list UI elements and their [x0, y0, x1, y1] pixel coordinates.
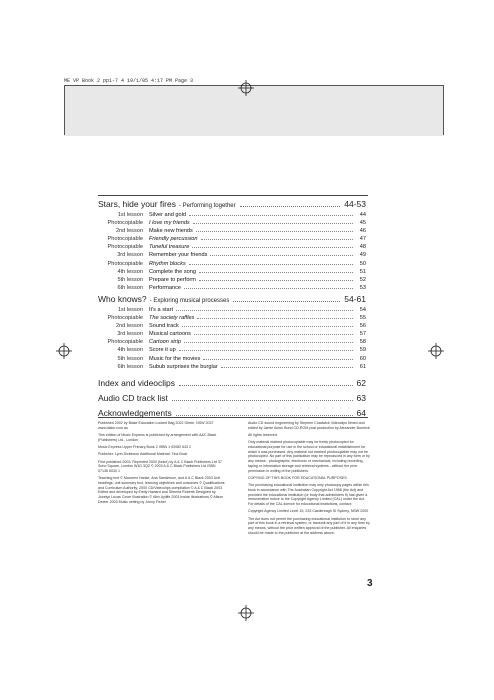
toc-extra-entry[interactable]: [98, 393, 366, 403]
entry-label: Photocopiable: [107, 260, 143, 267]
leader-dots: [210, 255, 353, 256]
entry-title: Performance: [149, 284, 182, 291]
leader-dots: [193, 223, 353, 224]
toc-entry[interactable]: [98, 363, 366, 371]
entry-label: Photocopiable: [107, 236, 143, 243]
toc-extra-entry[interactable]: [98, 378, 366, 388]
entry-label: 5th lesson: [117, 276, 143, 283]
entry-label: 4th lesson: [117, 347, 143, 354]
imprint-paragraph: The Act does not permit the purchasing educational institution to store any part of this book in a retrieval system, or transmit any part of it in any form by any means, without the prior written approval of the publisher. All enquiries should be made to the publisher at the address above.: [248, 516, 370, 535]
entry-page: 52: [359, 276, 366, 283]
section-subtitle: - Performing together: [178, 203, 236, 209]
leader-dots: [199, 272, 353, 273]
entry-title: Rhythm blocks: [149, 260, 186, 267]
entry-page: 45: [359, 220, 366, 227]
entry-page: 56: [359, 323, 366, 330]
entry-page: 47: [359, 236, 366, 243]
imprint-paragraph: Teaching text © Maureen Hanke, Ana Sanderson, and A & C Black 2003 Unit headings, unit summary text, learning objectives and outcomes © Qualifications and Curriculum Authority, 2000 CD/Videoclips compilation © A & C Black 2003 Edited and developed by Emily Haward and Sheena Roberts Designed by Jocelyn Lucas Cover illustration © Alex Ayliffe 2003 Inside illustrations © Alison Dexter 2003 Music setting by Jonny Fisher: [98, 476, 225, 504]
leader-dots: [203, 359, 353, 360]
toc-entry[interactable]: [98, 276, 366, 284]
section-pages: 44-53: [344, 199, 366, 209]
imprint-paragraph: Copyright Agency Limited Level 15, 233 Castlereagh St Sydney, NSW 2000: [248, 509, 369, 514]
leader-dots: [201, 239, 353, 240]
entry-title: Cartoon strip: [149, 339, 182, 346]
entry-page: 61: [359, 363, 366, 370]
imprint-paragraph: Audio CD sound engineering by Stephen Chadwick Videoclips filmed and edited by Jamie Acton Bond CD-ROM post production by Alexander Burmick: [248, 421, 370, 430]
imprint-paragraph: First published 2003. Reprinted 2003 (twice) by A & C Black Publishers Ltd 37 Soho Square, London W1D 3QZ © 2003 A & C Black Publishers Ltd ISBN 07136 6030 1: [98, 459, 222, 473]
entry-page: 55: [359, 315, 366, 322]
section-heading[interactable]: [98, 199, 366, 209]
toc-entry[interactable]: [98, 355, 366, 363]
extra-title: Audio CD track list: [98, 393, 168, 403]
entry-page: 54: [359, 307, 366, 313]
toc-section-stars: [98, 199, 366, 292]
leader-dots: [172, 400, 353, 401]
leader-dots: [194, 334, 353, 335]
entry-label: 1st lesson: [117, 307, 143, 313]
entry-page: 60: [359, 355, 366, 362]
entry-title: Score it up: [149, 347, 176, 354]
entry-page: 44: [359, 212, 366, 218]
toc-top-rule: [98, 195, 368, 196]
registration-mark-right: [428, 343, 444, 359]
extra-page: 64: [356, 408, 366, 418]
section-title: Who knows?: [98, 294, 147, 304]
entry-title: Remember your friends: [149, 252, 208, 259]
imprint-paragraph: Publisher: Lynn Dickinson Additional Material: Tina Buck: [98, 452, 188, 457]
entry-label: 6th lesson: [117, 284, 143, 291]
toc-bottom-rule: [98, 417, 368, 418]
extra-title: Acknowledgements: [98, 408, 172, 418]
crop-line-left: [64, 85, 65, 135]
extra-page: 63: [356, 393, 366, 403]
toc-entry[interactable]: [98, 268, 366, 276]
toc-entry[interactable]: [98, 322, 366, 330]
imprint-right-column: [248, 421, 370, 538]
leader-dots: [197, 318, 353, 319]
entry-page: 51: [359, 268, 366, 275]
leader-dots: [184, 288, 353, 289]
section-heading[interactable]: [98, 294, 366, 304]
imprint-left-column: [98, 421, 226, 507]
printer-slug: ME VP Book 2 pp1-7 4 19/1/05 4:17 PM Page 3: [64, 78, 194, 84]
entry-label: Photocopiable: [107, 244, 143, 251]
entry-page: 49: [359, 252, 366, 259]
leader-dots: [199, 280, 353, 281]
toc-extras: [98, 378, 366, 418]
toc-section-who-knows: [98, 294, 366, 371]
page-number: 3: [367, 578, 373, 589]
toc-entry[interactable]: [98, 284, 366, 292]
entry-page: 57: [359, 331, 366, 338]
entry-title: Friendly percussion: [149, 236, 198, 243]
imprint-paragraph: Music Express Upper Primary Book 2 ISBN 1 92082 643 2: [98, 445, 192, 449]
toc-entry[interactable]: [98, 346, 366, 354]
imprint-paragraph: All rights reserved.: [248, 433, 278, 437]
header-band: [64, 86, 444, 136]
entry-title: Sound track: [149, 323, 179, 330]
entry-label: 2nd lesson: [115, 323, 143, 330]
entry-title: It's a start: [149, 307, 174, 313]
crop-line-top: [64, 85, 444, 86]
section-title: Stars, hide your fires: [98, 199, 176, 209]
toc-entry[interactable]: [98, 227, 366, 235]
section-subtitle: - Exploring musical processes: [149, 298, 230, 304]
leader-dots: [182, 326, 353, 327]
entry-label: 4th lesson: [117, 268, 143, 275]
entry-label: 5th lesson: [117, 355, 143, 362]
leader-dots: [240, 206, 341, 207]
registration-mark-left: [56, 343, 72, 359]
entry-label: Photocopiable: [107, 339, 143, 346]
leader-dots: [221, 367, 353, 368]
entry-page: 46: [359, 228, 366, 235]
leader-dots: [176, 310, 353, 311]
registration-mark-top: [238, 80, 254, 96]
entry-title: The society raffles: [149, 315, 195, 322]
entry-label: 3rd lesson: [117, 252, 143, 259]
toc-entry[interactable]: [98, 219, 366, 227]
entry-title: I love my friends: [149, 220, 190, 227]
toc-entry[interactable]: [98, 211, 366, 219]
imprint-paragraph: COPYING OF THIS BOOK FOR EDUCATIONAL PURPOSES: [248, 475, 347, 480]
toc-entry[interactable]: [98, 330, 366, 338]
entry-label: 6th lesson: [117, 363, 143, 370]
toc-entry[interactable]: [98, 260, 366, 268]
entry-label: 2nd lesson: [115, 228, 143, 235]
toc-entry[interactable]: [98, 306, 366, 314]
toc-entry[interactable]: [98, 251, 366, 259]
leader-dots: [179, 350, 353, 351]
toc-entry[interactable]: [98, 235, 366, 243]
entry-title: Make new friends: [149, 228, 193, 235]
imprint-paragraph: Published 2002 by Blake Education Locked Bag 2022 Glebe, NSW 2037 www.blake.com.au: [98, 421, 214, 430]
entry-page: 59: [359, 347, 366, 354]
entry-label: Photocopiable: [107, 220, 143, 227]
entry-title: Musical cartoons: [149, 331, 191, 338]
imprint-paragraph: Only material marked photocopiable may be freely photocopied for educational purpose for use in the school or educational establishment for which it was purchased. Any material not marked photocopiable may not be photocopied. No part of this publication may be reproduced in any form or by any means - photographic, electronic or mechanical, including recording, taping or information storage and retrieval systems - without the prior permission in writing of the publishers.: [248, 440, 370, 473]
entry-page: 53: [359, 284, 366, 291]
entry-title: Complete the song: [149, 268, 196, 275]
entry-title: Tuneful treasure: [149, 244, 190, 251]
section-pages: 54-61: [344, 294, 366, 304]
entry-title: Music for the movies: [149, 355, 201, 362]
entry-title: Prepare to perform: [149, 276, 196, 283]
leader-dots: [176, 415, 353, 416]
leader-dots: [179, 385, 353, 386]
leader-dots: [192, 247, 353, 248]
leader-dots: [184, 342, 353, 343]
extra-title: Index and videoclips: [98, 378, 176, 388]
entry-label: 3rd lesson: [117, 331, 143, 338]
entry-label: 1st lesson: [117, 212, 143, 218]
crop-line-right: [443, 85, 444, 135]
registration-mark-bottom: [238, 605, 254, 621]
leader-dots: [189, 264, 353, 265]
imprint-paragraph: This edition of Music Express is published by arrangement with A&C Black (Publishers) Ltd., London: [98, 433, 217, 442]
entry-page: 58: [359, 339, 366, 346]
entry-title: Subub surprises the burglar: [149, 363, 218, 370]
toc-entry[interactable]: [98, 243, 366, 251]
entry-label: Photocopiable: [107, 315, 143, 322]
extra-page: 62: [356, 378, 366, 388]
toc-entry[interactable]: [98, 338, 366, 346]
entry-page: 48: [359, 244, 366, 251]
imprint-paragraph: The purchasing educational institution may only photocopy pages within this book in accordance with The Australian Copyright Act 1968 (the Act) and provided the educational institution (or body that administers it) has given a remuneration notice to the Copyright Agency Limited (CAL) under the Act. For details of the CAL licence for educational institutions, contact:: [248, 483, 369, 506]
entry-title: Silver and gold: [149, 212, 187, 218]
leader-dots: [233, 301, 340, 302]
leader-dots: [196, 231, 353, 232]
entry-page: 50: [359, 260, 366, 267]
toc-entry[interactable]: [98, 314, 366, 322]
leader-dots: [189, 215, 353, 216]
